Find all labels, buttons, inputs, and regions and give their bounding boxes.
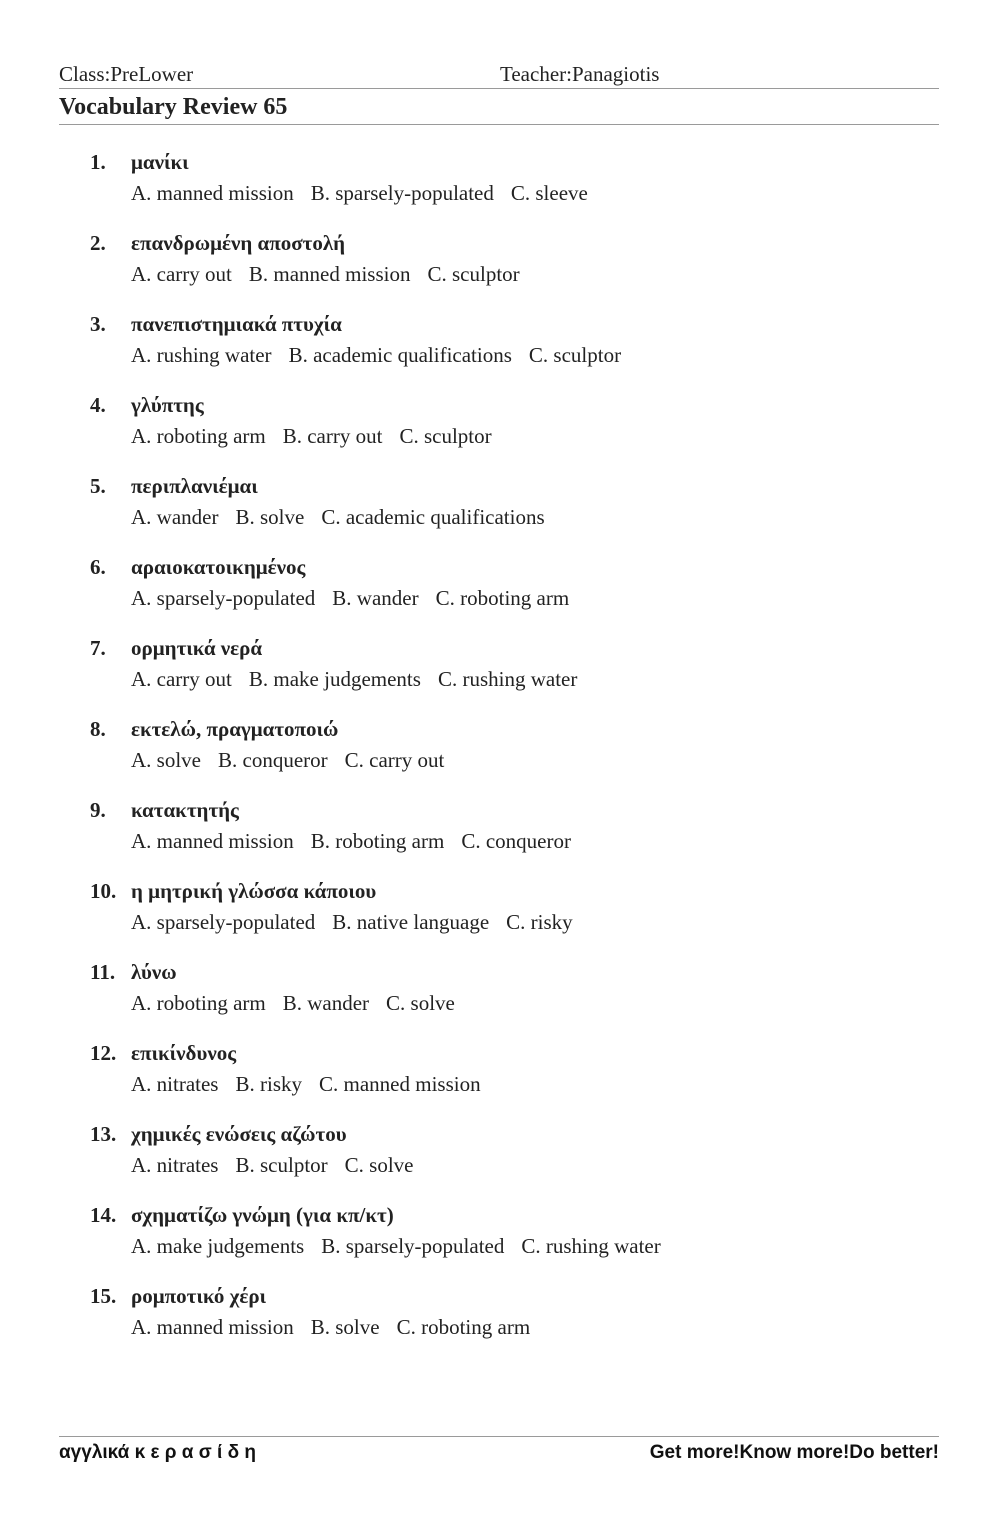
question-term: επανδρωμένη αποστολή [131,231,346,255]
answer-option[interactable]: B. solve [310,1315,380,1339]
answer-option[interactable]: A. rushing water [131,343,272,367]
question-term: ορμητικά νερά [131,636,263,660]
question-item [0,555,1000,636]
title-row [59,92,939,125]
question-term: πανεπιστημιακά πτυχία [131,312,342,336]
question-term: αραιοκατοικημένος [131,555,306,579]
answer-option[interactable]: C. rushing water [521,1234,661,1258]
question-item [0,960,1000,1041]
answer-option[interactable]: C. manned mission [319,1072,481,1096]
answer-option[interactable]: A. manned mission [131,829,294,853]
answer-options [131,262,537,287]
question-number: 8. [90,717,106,741]
answer-option[interactable]: C. sculptor [399,424,492,448]
question-item [0,798,1000,879]
question-term: εκτελώ, πραγματοποιώ [131,717,339,741]
answer-option[interactable]: C. risky [506,910,573,934]
answer-options [131,991,472,1016]
question-item [0,312,1000,393]
question-term: μανίκι [131,150,189,174]
question-number: 15. [90,1284,117,1308]
question-number: 14. [90,1203,117,1227]
answer-option[interactable]: A. carry out [131,667,232,691]
worksheet-header [59,62,939,89]
question-item [0,1122,1000,1203]
question-item [0,879,1000,960]
answer-options [131,1072,498,1097]
question-term: γλύπτης [131,393,204,417]
answer-option[interactable]: A. manned mission [131,181,294,205]
question-term: κατακτητής [131,798,239,822]
question-number: 6. [90,555,106,579]
answer-option[interactable]: B. carry out [282,424,383,448]
answer-option[interactable]: C. roboting arm [396,1315,531,1339]
answer-options [131,748,461,773]
question-term: ρομποτικό χέρι [131,1284,267,1308]
answer-option[interactable]: B. conqueror [218,748,328,772]
answer-options [131,667,594,692]
footer-divider [59,1436,939,1437]
answer-option[interactable]: B. academic qualifications [288,343,512,367]
answer-option[interactable]: C. sculptor [528,343,622,367]
answer-option[interactable]: A. roboting arm [131,991,266,1015]
question-item [0,717,1000,798]
question-item [0,1284,1000,1365]
question-term: λύνω [131,960,177,984]
answer-option[interactable]: B. risky [235,1072,302,1096]
class-label: Class:PreLower [59,62,194,86]
question-item [0,1041,1000,1122]
question-number: 11. [90,960,116,984]
answer-option[interactable]: A. sparsely-populated [131,910,316,934]
question-item [0,393,1000,474]
answer-option[interactable]: C. solve [386,991,455,1015]
answer-option[interactable]: B. sculptor [235,1153,328,1177]
question-term: περιπλανιέμαι [131,474,258,498]
answer-options [131,829,588,854]
answer-option[interactable]: C. academic qualifications [321,505,545,529]
answer-option[interactable]: A. roboting arm [131,424,266,448]
answer-option[interactable]: A. sparsely-populated [131,586,316,610]
question-term: επικίνδυνος [131,1041,237,1065]
answer-option[interactable]: B. sparsely-populated [321,1234,505,1258]
question-number: 5. [90,474,106,498]
answer-option[interactable]: B. solve [235,505,305,529]
question-number: 4. [90,393,106,417]
question-number: 13. [90,1122,117,1146]
question-term: σχηματίζω γνώμη (για κπ/κτ) [131,1203,394,1227]
answer-options [131,343,638,368]
answer-options [131,1153,431,1178]
question-number: 2. [90,231,106,255]
answer-options [131,424,509,449]
answer-options [131,1315,547,1340]
answer-option[interactable]: B. make judgements [248,667,421,691]
question-number: 1. [90,150,106,174]
answer-option[interactable]: C. conqueror [461,829,571,853]
page-title: Vocabulary Review 65 [59,94,288,120]
footer-slogan: Get more!Know more!Do better! [649,1442,939,1463]
answer-option[interactable]: C. sculptor [427,262,520,286]
question-item [0,231,1000,312]
question-item [0,636,1000,717]
question-number: 9. [90,798,106,822]
answer-options [131,1234,678,1259]
answer-option[interactable]: A. solve [131,748,201,772]
answer-option[interactable]: B. roboting arm [310,829,445,853]
question-term: η μητρική γλώσσα κάποιου [131,879,377,903]
answer-option[interactable]: C. rushing water [437,667,578,691]
question-number: 10. [90,879,117,903]
question-item [0,150,1000,231]
answer-option[interactable]: A. manned mission [131,1315,294,1339]
answer-option[interactable]: B. sparsely-populated [310,181,494,205]
answer-option[interactable]: B. wander [332,586,419,610]
question-number: 7. [90,636,106,660]
answer-options [131,910,590,935]
question-item [0,1203,1000,1284]
answer-option[interactable]: B. native language [332,910,490,934]
answer-option[interactable]: B. manned mission [248,262,411,286]
answer-option[interactable]: A. carry out [131,262,232,286]
footer-brand: αγγλικά κ ε ρ α σ ί δ η [59,1442,256,1463]
answer-option[interactable]: C. sleeve [510,181,588,205]
answer-option[interactable]: C. roboting arm [435,586,570,610]
answer-option[interactable]: B. wander [282,991,370,1015]
answer-option[interactable]: A. nitrates [131,1072,219,1096]
question-list [0,150,1000,1365]
answer-option[interactable]: A. make judgements [131,1234,305,1258]
question-number: 12. [90,1041,117,1065]
answer-option[interactable]: A. nitrates [131,1153,219,1177]
question-item [0,474,1000,555]
answer-options [131,586,586,611]
question-number: 3. [90,312,106,336]
answer-option[interactable]: C. solve [344,1153,414,1177]
question-term: χημικές ενώσεις αζώτου [131,1122,347,1146]
answer-options [131,505,562,530]
answer-option[interactable]: A. wander [131,505,219,529]
answer-options [131,181,605,206]
teacher-label: Teacher:Panagiotis [500,62,660,86]
answer-option[interactable]: C. carry out [344,748,445,772]
